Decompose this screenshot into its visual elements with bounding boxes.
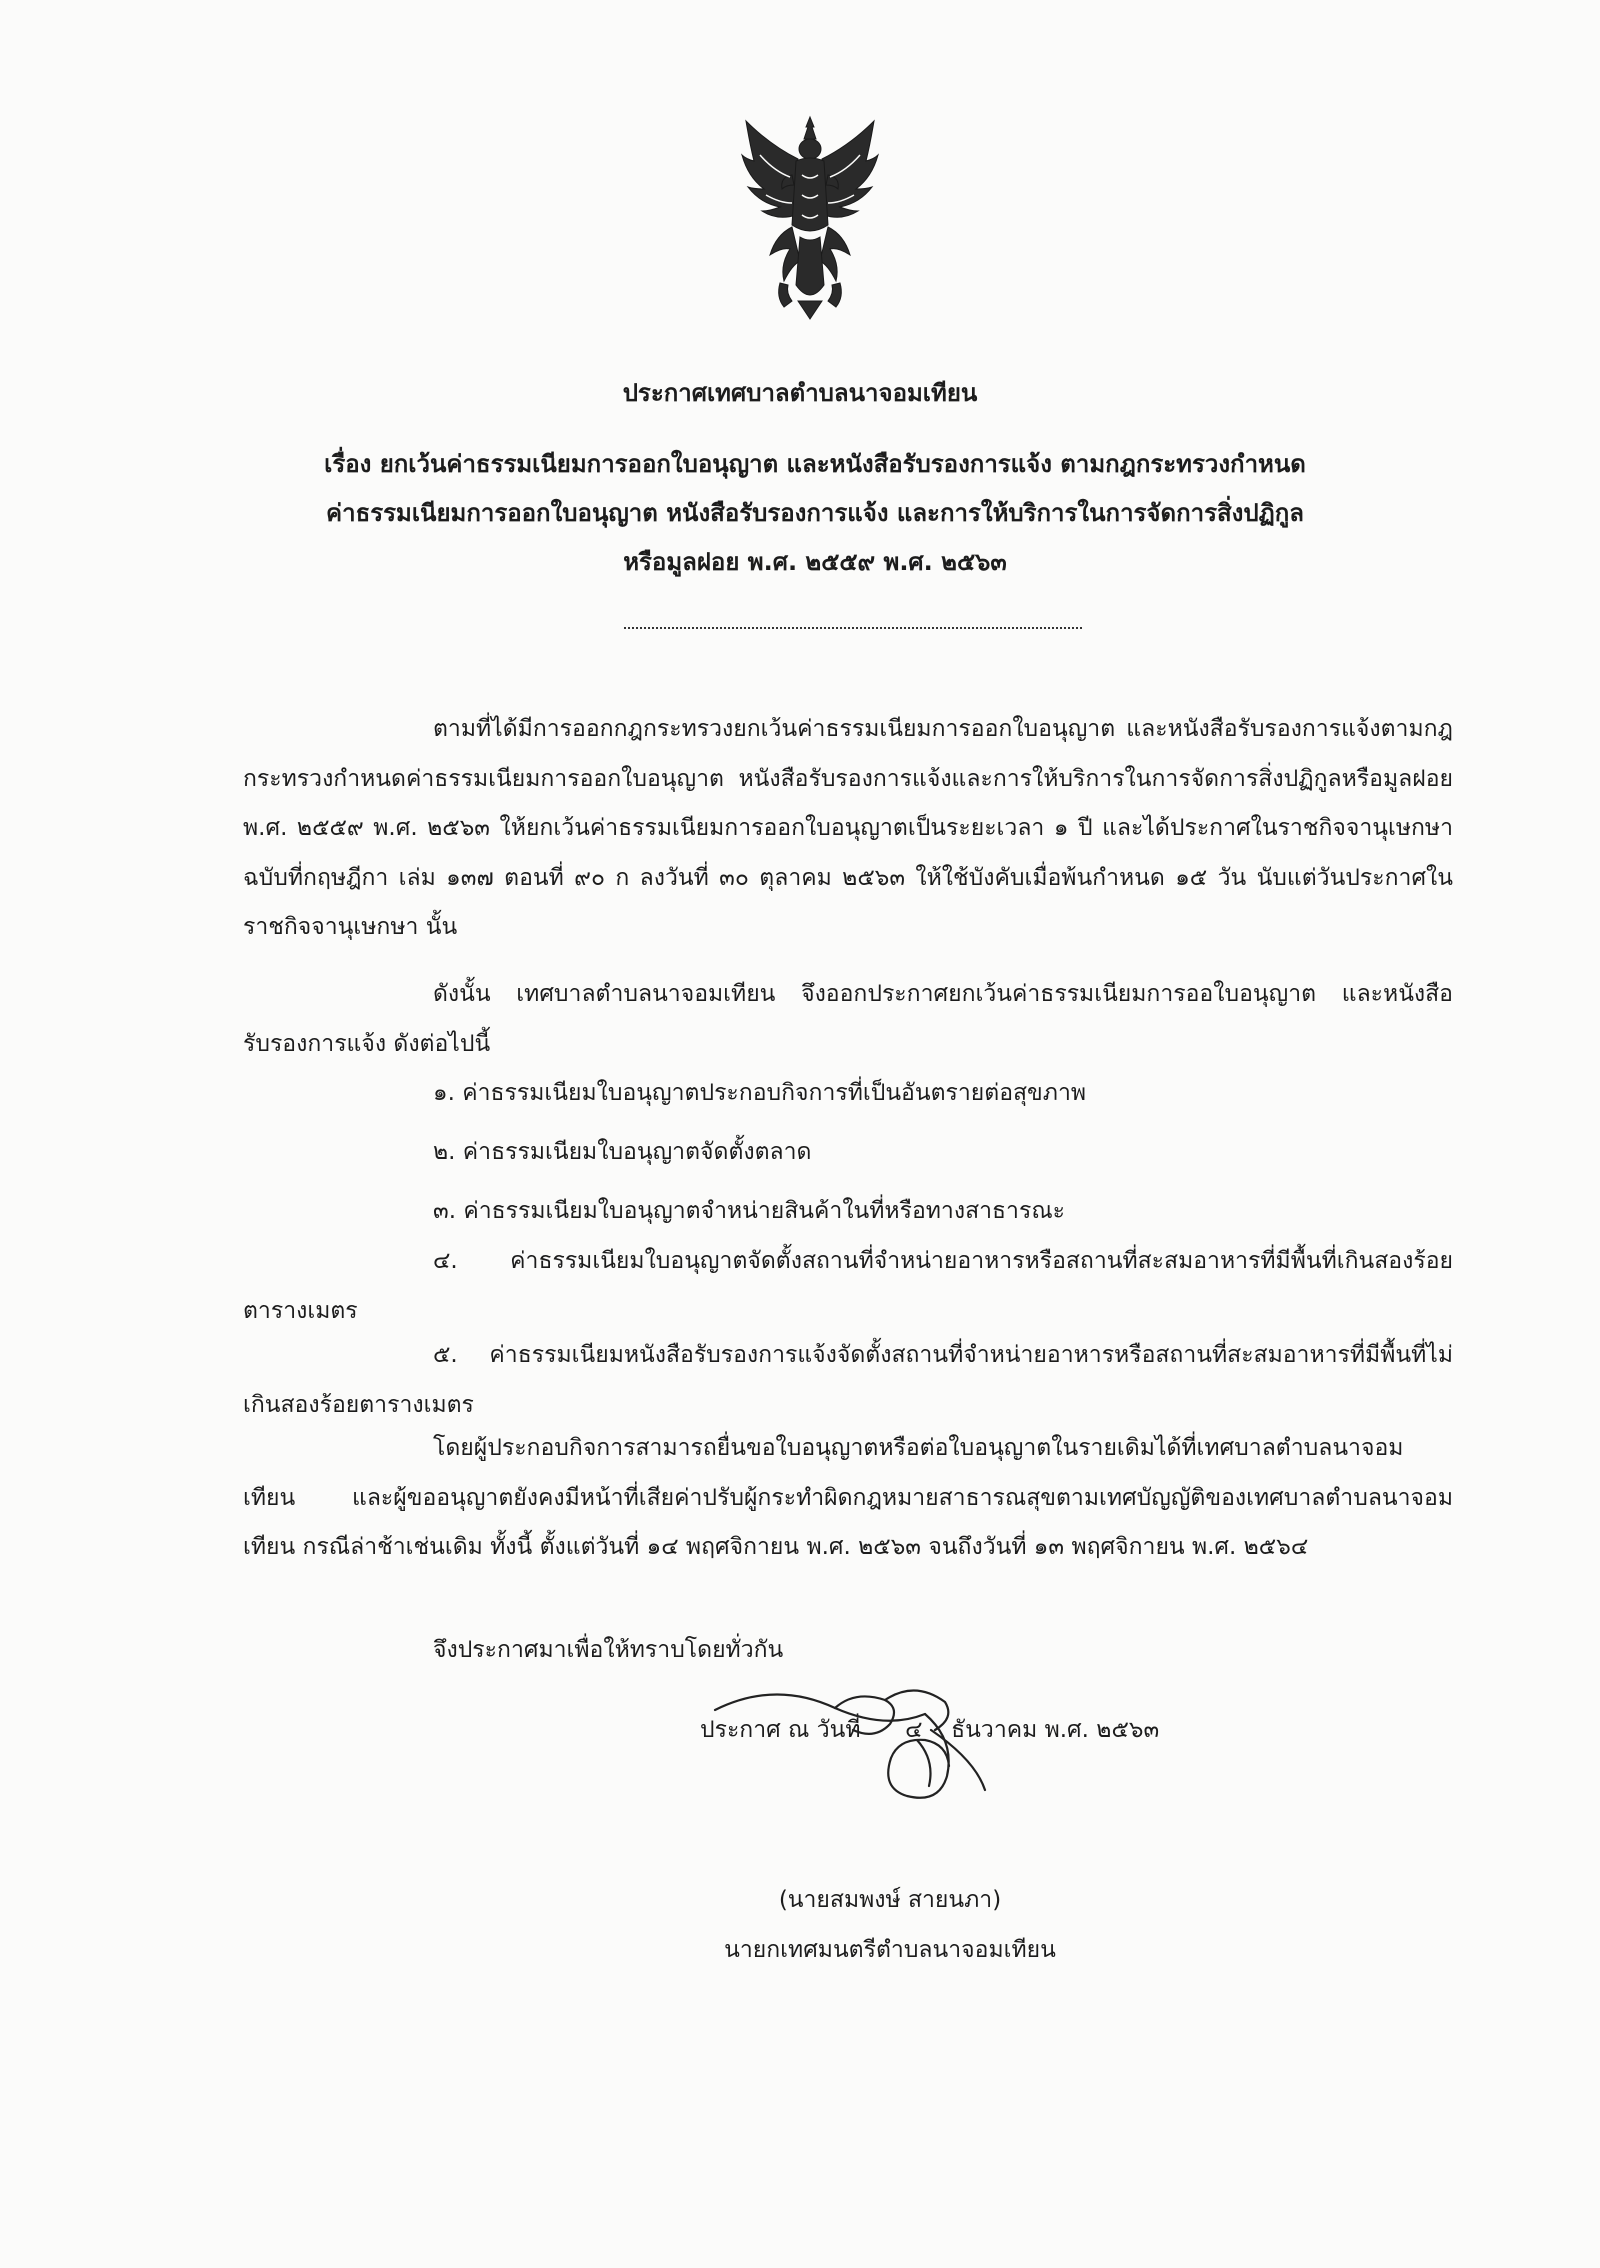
subject-line-1: เรื่อง ยกเว้นค่าธรรมเนียมการออกใบอนุญาต และหนังสือรับรองการแจ้ง ตามกฎกระทรวงกำหนด	[324, 450, 1306, 478]
paragraph-therefore: ดังนั้น เทศบาลตำบลนาจอมเทียน จึงออกประกาศยกเว้นค่าธรรมเนียมการออใบอนุญาต และหนังสือรับรองการแจ้ง ดังต่อไปนี้	[243, 981, 1453, 1057]
announced-day: ๔	[905, 1717, 923, 1743]
list-item-4: ๔. ค่าธรรมเนียมใบอนุญาตจัดตั้งสถานที่จำหน่ายอาหารหรือสถานที่สะสมอาหารที่มีพื้นที่เกินสองร้อยตารางเมตร	[243, 1248, 1453, 1324]
subject-line-2: ค่าธรรมเนียมการออกใบอนุญาต หนังสือรับรองการแจ้ง และการให้บริการในการจัดการสิ่งปฏิกูล	[326, 499, 1304, 527]
signer-title: นายกเทศมนตรีตำบลนาจอมเทียน	[724, 1937, 1056, 1963]
list-item-3: ๓. ค่าธรรมเนียมใบอนุญาตจำหน่ายสินค้าในที่หรือทางสาธารณะ	[433, 1198, 1066, 1224]
garuda-emblem-icon	[740, 115, 880, 320]
closing-line: จึงประกาศมาเพื่อให้ทราบโดยทั่วกัน	[433, 1637, 784, 1663]
dotted-divider	[624, 627, 1082, 629]
list-item-1: ๑. ค่าธรรมเนียมใบอนุญาตประกอบกิจการที่เป็นอันตรายต่อสุขภาพ	[433, 1080, 1087, 1106]
signature-icon	[685, 1590, 1065, 1810]
subject-line-3: หรือมูลฝอย พ.ศ. ๒๕๕๙ พ.ศ. ๒๕๖๓	[623, 548, 1007, 576]
paragraph-intro: ตามที่ได้มีการออกกฎกระทรวงยกเว้นค่าธรรมเนียมการออกใบอนุญาต และหนังสือรับรองการแจ้งตามกฎกระทรวงกำหนดค่าธรรมเนียมการออกใบอนุญาต หนังสือรับรองการแจ้งและการให้บริการในการจัดการสิ่งปฏิกูลหรือมูลฝอย พ.ศ. ๒๕๕๙ พ.ศ. ๒๕๖๓ ให้ยกเว้นค่าธรรมเนียมการออกใบอนุญาตเป็นระยะเวลา ๑ ปี และได้ประกาศในราชกิจจานุเษกษา ฉบับที่กฤษฎีกา เล่ม ๑๓๗ ตอนที่ ๙๐ ก ลงวันที่ ๓๐ ตุลาคม ๒๕๖๓ ให้ใช้บังคับเมื่อพ้นกำหนด ๑๕ วัน นับแต่วันประกาศในราชกิจจานุเษกษา นั้น	[243, 716, 1453, 940]
signer-name: (นายสมพงษ์ สายนภา)	[778, 1887, 1002, 1913]
announced-label: ประกาศ ณ วันที่	[700, 1717, 861, 1743]
document-title: ประกาศเทศบาลตำบลนาจอมเทียน	[622, 379, 978, 407]
list-item-5: ๕. ค่าธรรมเนียมหนังสือรับรองการแจ้งจัดตั้งสถานที่จำหน่ายอาหารหรือสถานที่สะสมอาหารที่มีพื้นที่ไม่เกินสองร้อยตารางเมตร	[243, 1342, 1453, 1418]
document-subject	[255, 440, 1375, 587]
list-item-2: ๒. ค่าธรรมเนียมใบอนุญาตจัดตั้งตลาด	[433, 1139, 812, 1165]
announced-month-year: ธันวาคม พ.ศ. ๒๕๖๓	[951, 1717, 1160, 1743]
paragraph-details: โดยผู้ประกอบกิจการสามารถยื่นขอใบอนุญาตหรือต่อใบอนุญาตในรายเดิมได้ที่เทศบาลตำบลนาจอมเทียน และผู้ขออนุญาตยังคงมีหน้าที่เสียค่าปรับผู้กระทำผิดกฎหมายสาธารณสุขตามเทศบัญญัติของเทศบาลตำบลนาจอมเทียน กรณีล่าช้าเช่นเดิม ทั้งนี้ ตั้งแต่วันที่ ๑๔ พฤศจิกายน พ.ศ. ๒๕๖๓ จนถึงวันที่ ๑๓ พฤศจิกายน พ.ศ. ๒๕๖๔	[243, 1435, 1453, 1560]
